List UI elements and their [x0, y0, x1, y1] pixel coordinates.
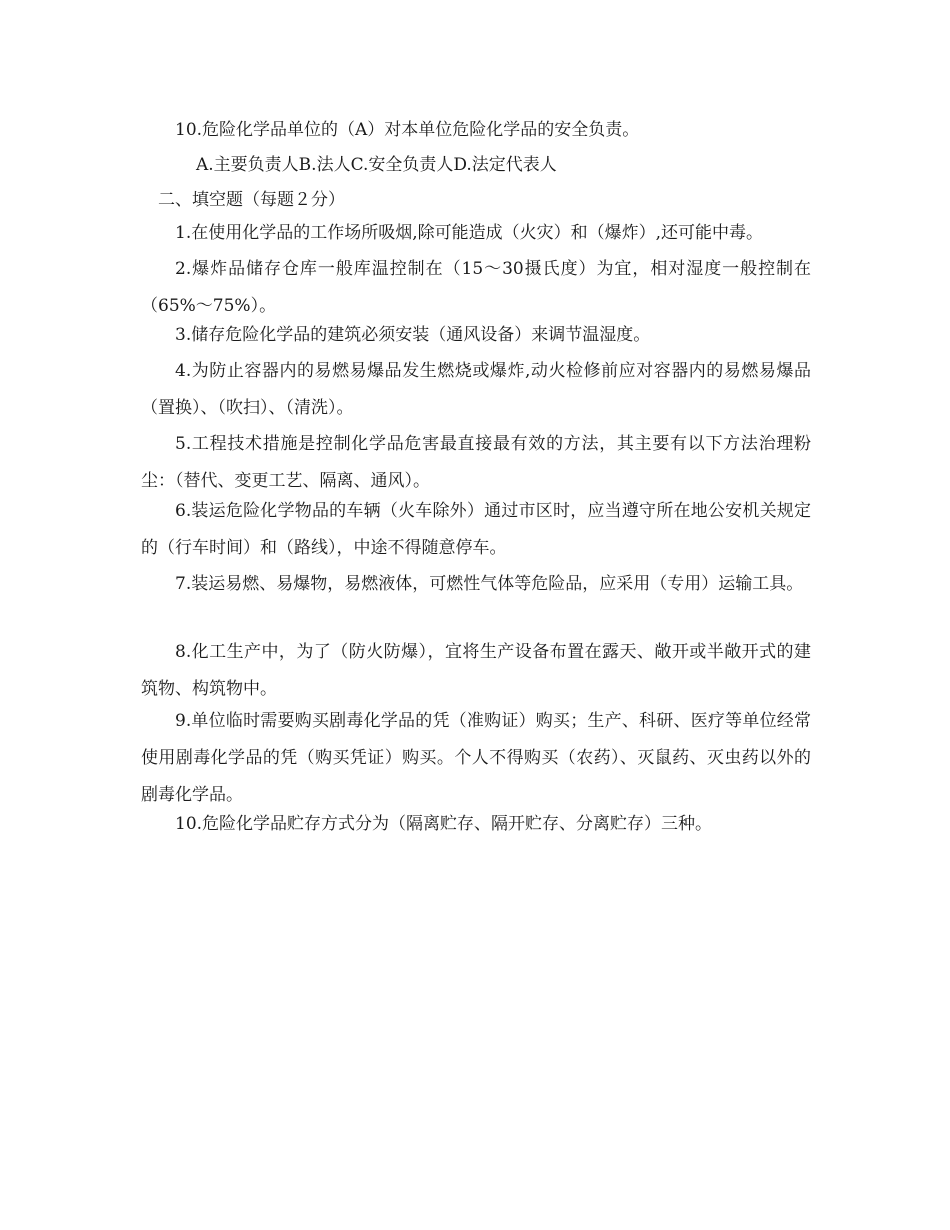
fill-item-3: 3.储存危险化学品的建筑必须安装（通风设备）来调节温湿度。 — [175, 325, 651, 345]
section-title-fill-in: 二、填空题（每题２分） — [158, 190, 345, 210]
fill-item-8: 8.化工生产中，为了（防火防爆），宜将生产设备布置在露天、敞开或半敞开式的建筑物、构筑物中。 — [141, 642, 811, 699]
fill-item-10: 10.危险化学品贮存方式分为（隔离贮存、隔开贮存、分离贮存）三种。 — [175, 814, 713, 834]
fill-item-5: 5.工程技术措施是控制化学品危害最直接最有效的方法，其主要有以下方法治理粉尘：（替代、变更工艺、隔离、通风）。 — [141, 434, 811, 491]
mc-options-10: A.主要负责人B.法人C.安全负责人D.法定代表人 — [196, 155, 557, 175]
fill-item-4: 4.为防止容器内的易燃易爆品发生燃烧或爆炸,动火检修前应对容器内的易燃易爆品（置换）、（吹扫）、（清洗）。 — [141, 361, 811, 418]
fill-item-1: 1.在使用化学品的工作场所吸烟,除可能造成（火灾）和（爆炸）,还可能中毒。 — [175, 223, 764, 243]
fill-item-2: 2.爆炸品储存仓库一般库温控制在（15～30摄氏度）为宜，相对湿度一般控制在（65%～75%）。 — [141, 259, 811, 316]
fill-item-9: 9.单位临时需要购买剧毒化学品的凭（准购证）购买；生产、科研、医疗等单位经常使用剧毒化学品的凭（购买凭证）购买。个人不得购买（农药）、灭鼠药、灭虫药以外的剧毒化学品。 — [141, 711, 811, 805]
mc-question-10: 10.危险化学品单位的（A）对本单位危险化学品的安全负责。 — [175, 120, 640, 140]
fill-item-7: 7.装运易燃、易爆物，易燃液体，可燃性气体等危险品，应采用（专用）运输工具。 — [175, 574, 804, 594]
fill-item-6: 6.装运危险化学物品的车辆（火车除外）通过市区时，应当遵守所在地公安机关规定的（行车时间）和（路线），中途不得随意停车。 — [141, 501, 811, 558]
